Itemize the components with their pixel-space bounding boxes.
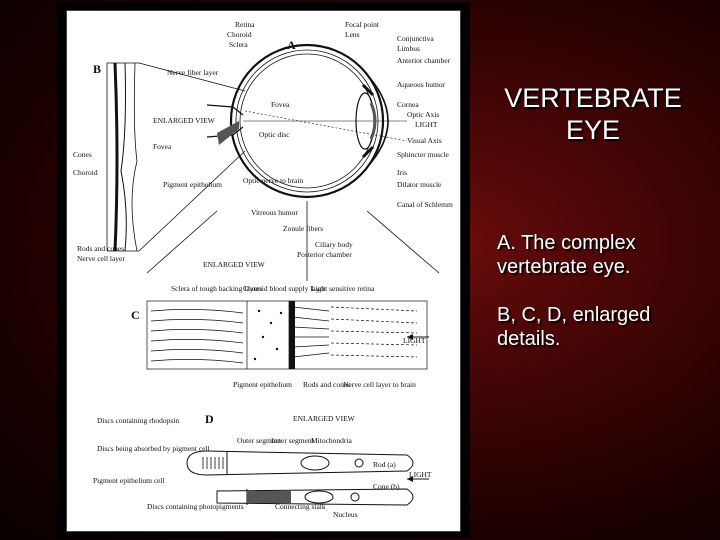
label-sclera-tough: Sclera of tough backing layers — [171, 284, 263, 293]
slide-title-line-2: EYE — [565, 115, 621, 145]
label-nerve-cell-layer: Nerve cell layer — [77, 254, 125, 263]
label-sphincter-muscle: Sphincter muscle — [397, 150, 449, 159]
label-rod-a: Rod (a) — [373, 460, 396, 469]
label-light-sensitive-retina: Light sensitive retina — [311, 284, 375, 293]
label-connecting-stalk: Connecting stalk — [275, 502, 326, 511]
bullet-text-2: B, C, D, enlarged details. — [497, 304, 651, 350]
label-cornea: Cornea — [397, 100, 419, 109]
panel-letter-d: D — [205, 412, 214, 426]
label-cones: Cones — [73, 150, 92, 159]
label-pigment-epithelium-b: Pigment epithelium — [163, 180, 222, 189]
slide-title-line-1: VERTEBRATE — [504, 83, 682, 113]
label-choroid: Choroid — [227, 30, 252, 39]
label-optic-axis: Optic Axis — [407, 110, 440, 119]
label-optic-disc: Optic disc — [259, 130, 290, 139]
label-sclera: Sclera — [229, 40, 248, 49]
label-discs-photopigments: Discs containing photopigments — [147, 502, 244, 511]
label-dilator-muscle: Dilator muscle — [397, 180, 442, 189]
label-pigment-epithelium-c: Pigment epithelium — [233, 380, 292, 389]
label-limbus: Limbus — [397, 44, 420, 53]
label-fovea-b: Fovea — [153, 142, 172, 151]
label-nucleus: Nucleus — [333, 510, 358, 519]
label-light-a: LIGHT — [415, 120, 438, 129]
label-nerve-cell-layer-brain: Nerve cell layer to brain — [343, 380, 416, 389]
eye-diagram — [66, 10, 461, 532]
panel-letter-b: B — [93, 62, 102, 76]
figure-panel — [57, 2, 470, 538]
label-focal-point: Focal point — [345, 20, 379, 29]
label-light-c: LIGHT — [403, 336, 426, 345]
label-outer-segment: Outer segment — [237, 436, 281, 445]
label-optic-nerve: Optic nerve to brain — [243, 176, 304, 185]
label-nerve-fiber-layer: Nerve fiber layer — [167, 68, 219, 77]
label-lens: Lens — [345, 30, 360, 39]
eye-diagram-drawing — [67, 11, 460, 531]
panel-letter-a: A — [287, 38, 296, 52]
label-canal-of-schlemm: Canal of Schlemm — [397, 200, 453, 209]
label-iris: Iris — [397, 168, 407, 177]
label-visual-axis: Visual Axis — [407, 136, 442, 145]
label-enlarged-view-b: ENLARGED VIEW — [153, 116, 215, 125]
label-choroid-b: Choroid — [73, 168, 98, 177]
bullet-text-1: A. The complex vertebrate eye. — [497, 232, 636, 278]
label-conjunctiva: Conjunctiva — [397, 34, 434, 43]
label-mitochondria: Mitochondria — [311, 436, 352, 445]
slide-title — [482, 82, 704, 146]
label-pigment-epithelium-cell: Pigment epithelium cell — [93, 476, 165, 485]
label-discs-absorbed: Discs being absorbed by pigment cell — [97, 444, 210, 453]
label-vitreous-humor: Vitreous humor — [251, 208, 298, 217]
label-fovea: Fovea — [271, 100, 290, 109]
label-light-d: LIGHT — [409, 470, 432, 479]
label-retina: Retina — [235, 20, 255, 29]
panel-letter-c: C — [131, 308, 140, 322]
label-zonule-fibers: Zonule fibers — [283, 224, 324, 233]
label-posterior-chamber: Posterior chamber — [297, 250, 352, 259]
label-ciliary-body: Ciliary body — [315, 240, 353, 249]
label-inner-segment: Inner segment — [271, 436, 314, 445]
label-enlarged-view-c: ENLARGED VIEW — [203, 260, 265, 269]
label-cone-b: Cone (b) — [373, 482, 400, 491]
label-anterior-chamber: Anterior chamber — [397, 56, 451, 65]
label-discs-rhodopsin: Discs containing rhodopsin — [97, 416, 180, 425]
label-enlarged-view-d: ENLARGED VIEW — [293, 414, 355, 423]
label-aqueous-humor: Aqueous humor — [397, 80, 446, 89]
label-rods-and-cones: Rods and cones — [77, 244, 125, 253]
label-rods-and-cones-c: Rods and cones — [303, 380, 351, 389]
label-choroid-blood: Choroid blood supply layer — [243, 284, 326, 293]
